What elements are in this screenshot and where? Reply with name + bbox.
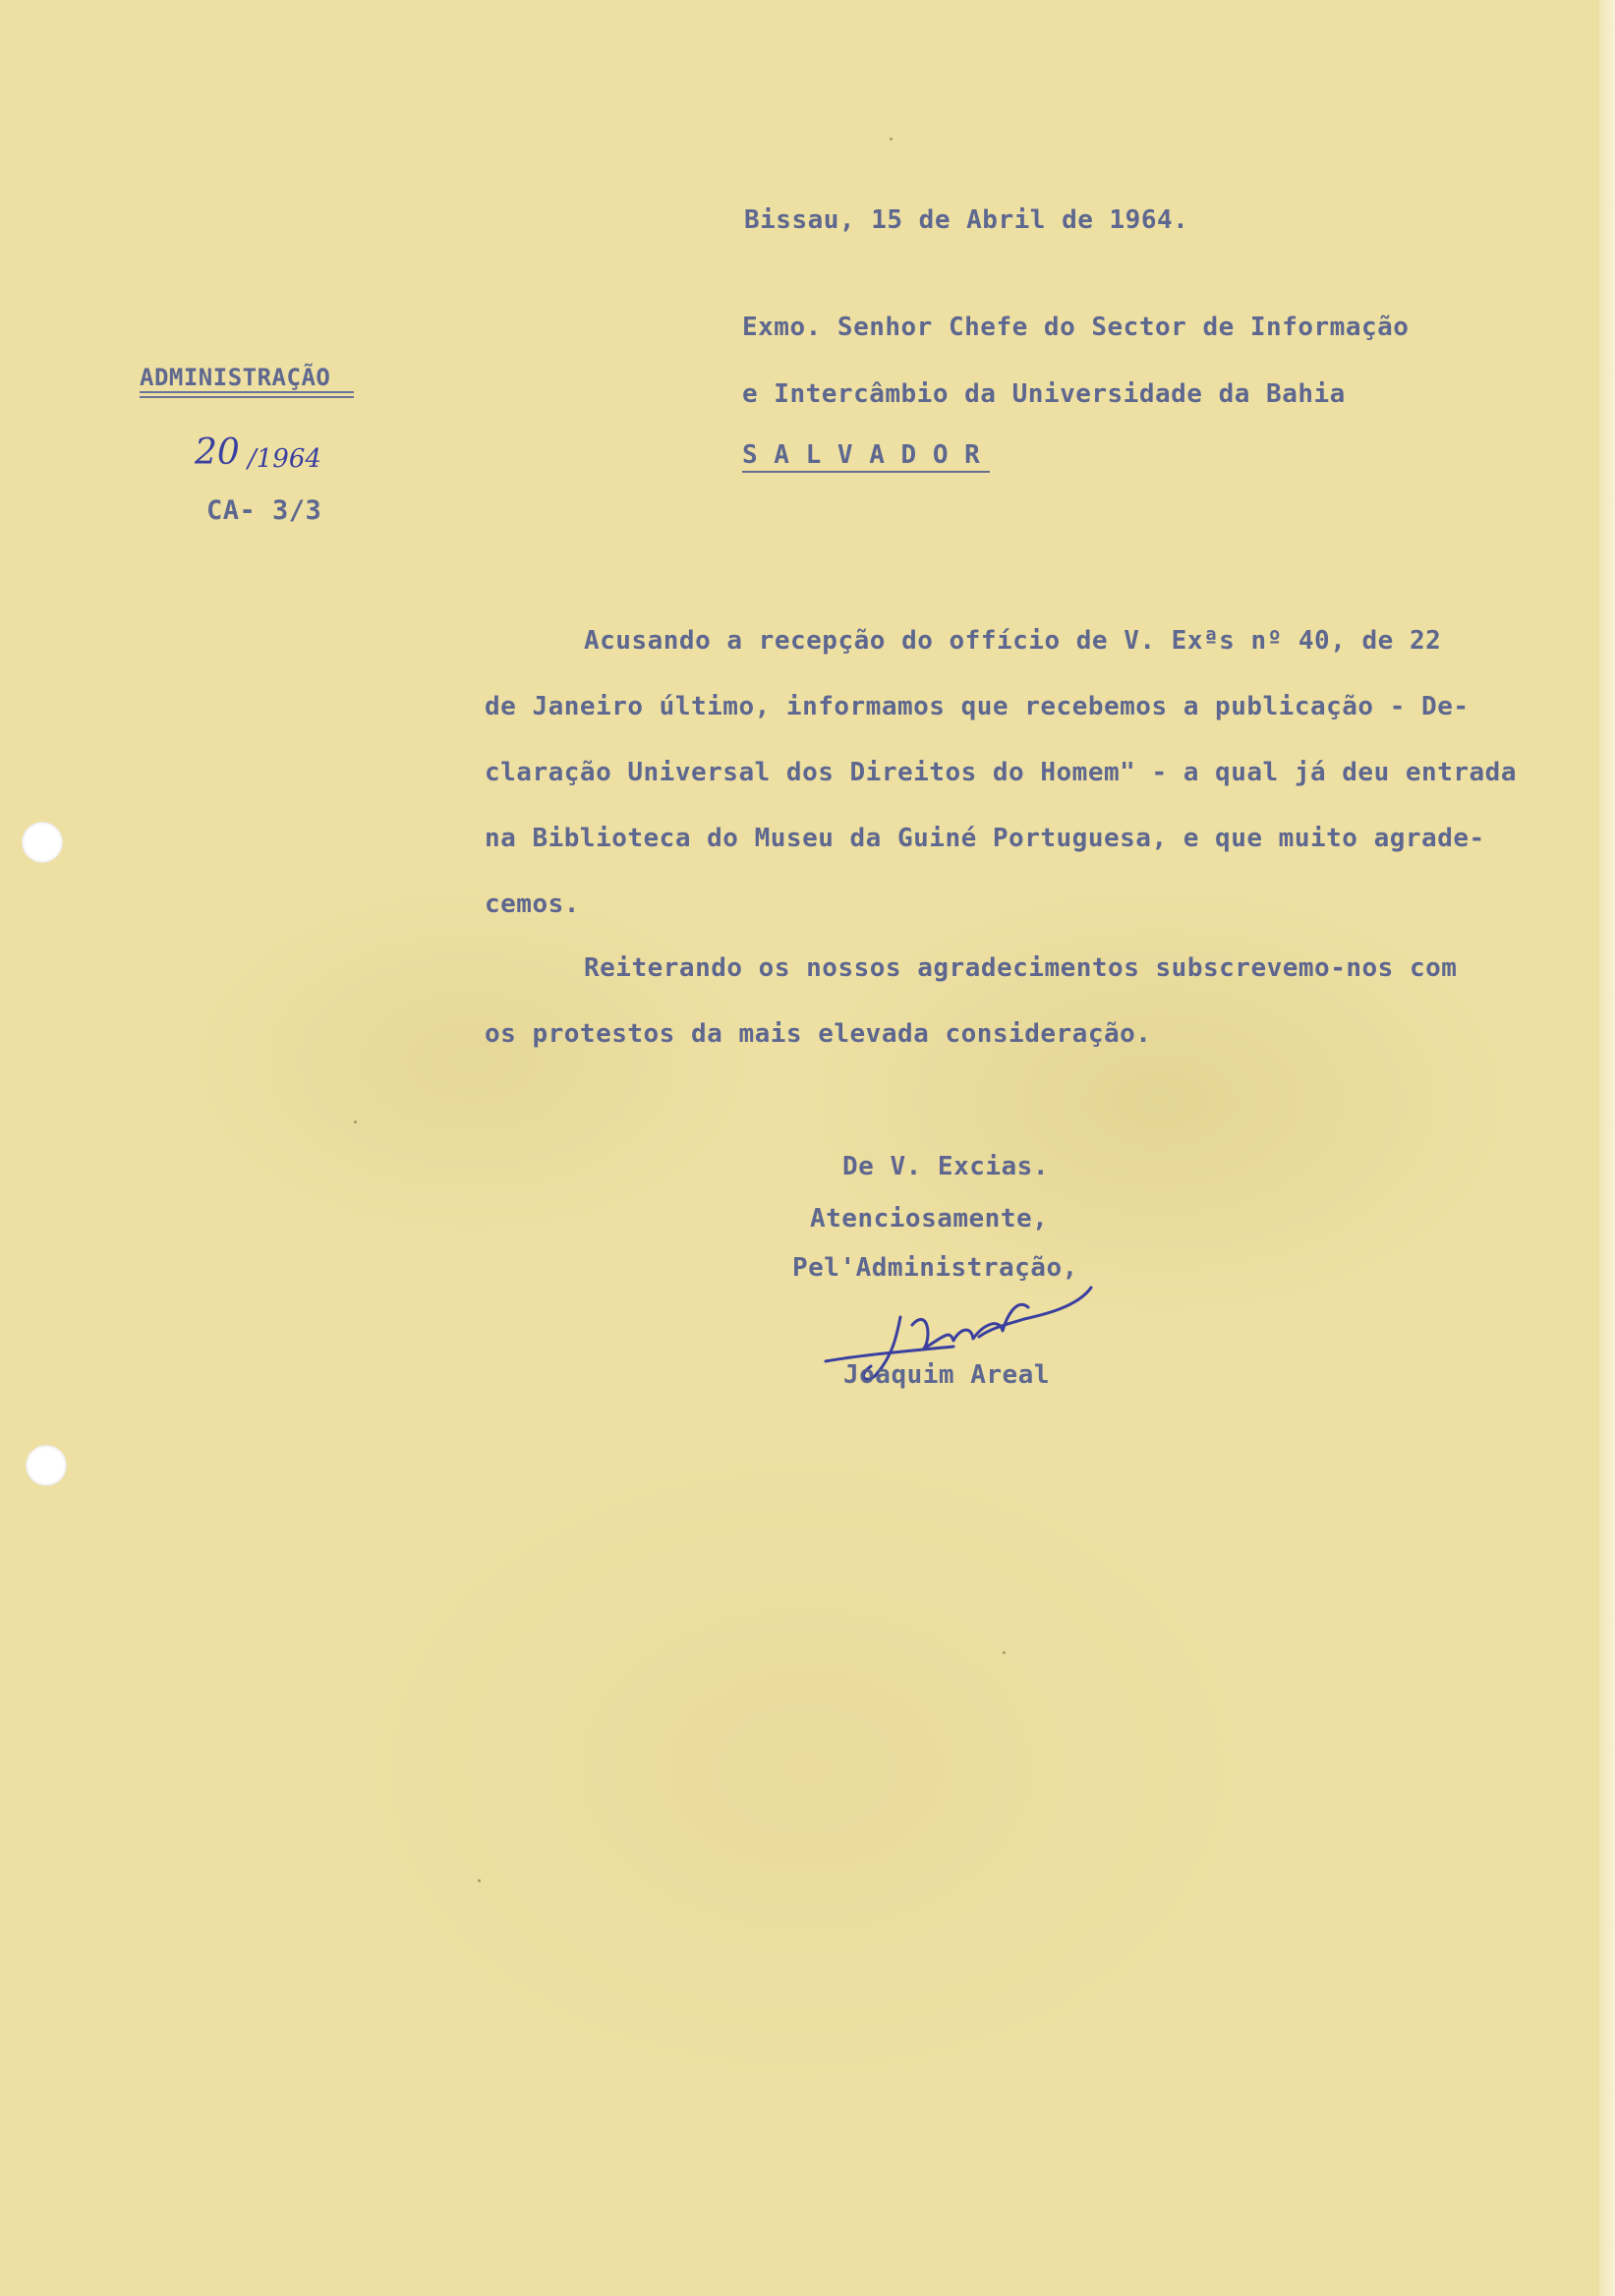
addressee-city: S A L V A D O R bbox=[742, 440, 981, 470]
registry-number: 20 bbox=[195, 432, 240, 473]
body-line-1: Acusando a recepção do offício de V. Exªs nº 40, de 22 bbox=[584, 626, 1442, 656]
paper-speck bbox=[478, 1879, 481, 1882]
addressee-line-2: e Intercâmbio da Universidade da Bahia bbox=[742, 379, 1346, 409]
body-line-4: na Biblioteca do Museu da Guiné Portuguesa, e que muito agrade- bbox=[485, 824, 1485, 853]
paper-speck bbox=[1003, 1651, 1006, 1654]
city-underline bbox=[742, 471, 990, 473]
body-line-3: claração Universal dos Direitos do Homem" - a qual já deu entrada bbox=[485, 758, 1517, 787]
body-line-2: de Janeiro último, informamos que recebemos a publicação - De- bbox=[485, 692, 1470, 721]
stamp-underline bbox=[140, 391, 354, 393]
registry-code: CA- 3/3 bbox=[206, 495, 322, 526]
body-line-7: os protestos da mais elevada consideração. bbox=[485, 1019, 1152, 1049]
addressee-line-1: Exmo. Senhor Chefe do Sector de Informação bbox=[742, 313, 1410, 342]
paper-edge bbox=[1599, 0, 1615, 2296]
body-line-5: cemos. bbox=[485, 890, 580, 919]
signer-name: Joaquim Areal bbox=[843, 1360, 1050, 1390]
paper-speck bbox=[354, 1120, 357, 1123]
closing-line-1: De V. Excias. bbox=[842, 1152, 1049, 1181]
closing-line-3: Pel'Administração, bbox=[792, 1253, 1078, 1283]
body-line-6: Reiterando os nossos agradecimentos subscrevemo-nos com bbox=[584, 953, 1458, 983]
stamp-underline-second bbox=[140, 396, 354, 398]
place-date: Bissau, 15 de Abril de 1964. bbox=[744, 205, 1189, 235]
punch-hole-top bbox=[22, 822, 63, 863]
paper-speck bbox=[890, 138, 893, 141]
registry-year: /1964 bbox=[248, 444, 321, 474]
stamp-label: ADMINISTRAÇÃO bbox=[140, 364, 331, 391]
closing-line-2: Atenciosamente, bbox=[810, 1204, 1049, 1234]
punch-hole-bottom bbox=[26, 1445, 67, 1486]
